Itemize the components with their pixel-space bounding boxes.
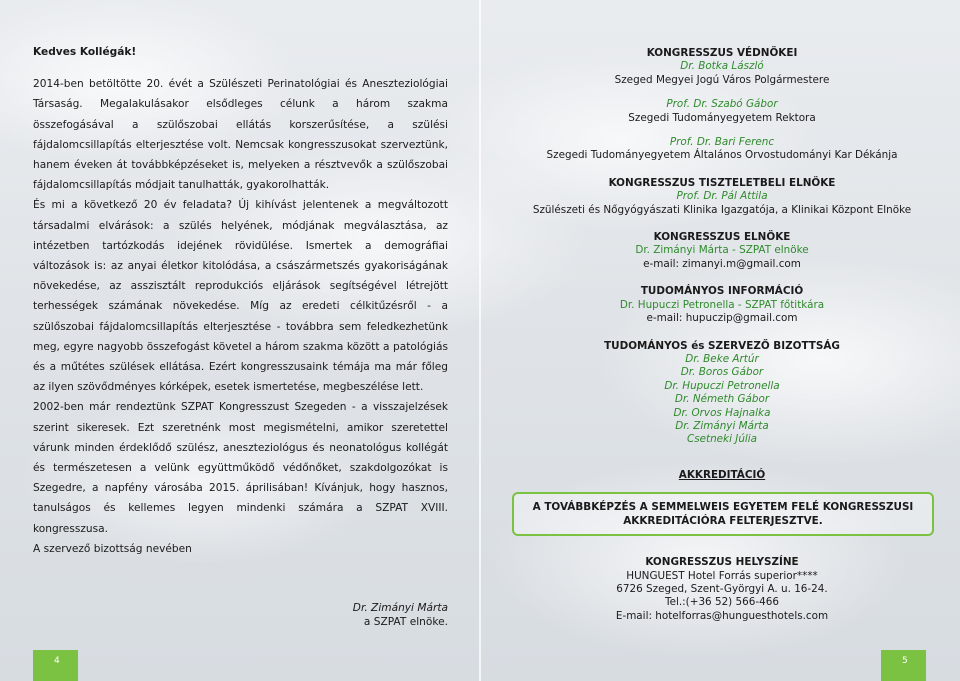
scientific-email: e-mail: hupuczip@gmail.com — [646, 312, 798, 325]
committee-block — [512, 340, 932, 447]
accreditation-box — [512, 492, 934, 536]
venue-line: HUNGUEST Hotel Forrás superior**** — [626, 569, 818, 582]
patron-1 — [512, 60, 932, 87]
patron-2 — [512, 98, 932, 125]
scientific-info-block — [512, 285, 932, 325]
page-number-left — [33, 650, 78, 681]
accreditation-title: AKKREDITÁCIÓ — [678, 468, 766, 481]
left-page-letter — [33, 42, 448, 629]
right-page-info — [512, 47, 932, 634]
venue-line: 6726 Szeged, Szent-Györgyi A. u. 16-24. — [616, 582, 828, 595]
patron-name: Dr. Botka László — [680, 60, 764, 73]
patron-role: Szegedi Tudományegyetem Általános Orvostudományi Kar Dékánja — [546, 149, 898, 162]
page-number-right — [881, 650, 926, 681]
president-title: KONGRESSZUS ELNÖKE — [653, 231, 791, 244]
committee-member: Dr. Boros Gábor — [680, 366, 764, 379]
honorary-president-block — [512, 177, 932, 217]
venue-line: E-mail: hotelforras@hunguesthotels.com — [615, 609, 829, 622]
scientific-title: TUDOMÁNYOS INFORMÁCIÓ — [640, 285, 804, 298]
president-email: e-mail: zimanyi.m@gmail.com — [643, 257, 801, 270]
patron-name: Prof. Dr. Bari Ferenc — [669, 136, 775, 149]
honorary-title: KONGRESSZUS TISZTELETBELI ELNÖKE — [608, 176, 836, 189]
patron-3 — [512, 136, 932, 163]
page-spine — [479, 0, 481, 681]
committee-member: Dr. Hupuczi Petronella — [664, 379, 780, 392]
venue-block — [512, 556, 932, 623]
committee-title: TUDOMÁNYOS és SZERVEZŐ BIZOTTSÁG — [604, 339, 840, 352]
patrons-title: KONGRESSZUS VÉDNÖKEI — [646, 47, 798, 59]
patron-name: Prof. Dr. Szabó Gábor — [666, 98, 778, 111]
president-line: Dr. Zimányi Márta - SZPAT elnöke — [635, 244, 809, 257]
salutation: Kedves Kollégák! — [33, 46, 137, 58]
accreditation-line-1: A TOVÁBBKÉPZÉS A SEMMELWEIS EGYETEM FELÉ KONGRESSZUSI — [532, 501, 914, 514]
paragraph-3: 2002-ben már rendeztünk SZPAT Kongresszust Szegeden - a visszajelzések szerint sikeresek. Ezt szeretnénk most megismételni, amikor szeretettel várunk minden érdeklődő szülész, aneszteziológus és neonatológus kollégát és természetesen a velünk együttműködő védőnőket, szakdolgozókat is Szegedre, a napfény városába 2015. áprilisában! Kívánjuk, hogy hasznos, tanulságos és kellemes legyen mindenki számára a SZPAT XVIII. kongresszusa. — [33, 401, 448, 535]
patron-role: Szeged Megyei Jogú Város Polgármestere — [614, 73, 830, 86]
scientific-line: Dr. Hupuczi Petronella - SZPAT főtitkára — [619, 298, 825, 311]
committee-member: Dr. Németh Gábor — [674, 393, 770, 406]
honorary-role: Szülészeti és Nőgyógyászati Klinika Igazgatója, a Klinikai Központ Elnöke — [532, 203, 912, 216]
president-block — [512, 231, 932, 271]
venue-title: KONGRESSZUS HELYSZÍNE — [645, 556, 799, 569]
signature-role: a SZPAT elnöke. — [363, 616, 448, 629]
committee-member: Dr. Orvos Hajnalka — [673, 406, 771, 419]
patron-role: Szegedi Tudományegyetem Rektora — [628, 111, 816, 124]
signature-name: Dr. Zimányi Márta — [352, 602, 448, 615]
paragraph-2: És mi a következő 20 év feladata? Új kihívást jelentenek a megváltozott társadalmi elvárások: a szülés helyének, módjának megválasztása, az intézetben tartózkodás idejének rövidülése. Ismertek a demográfiai változások is: az anyai életkor kitolódása, a császármetszés gyakoriságának növekedése, az asszisztált reprodukciós eljárások segítségével létrejött terhességek számának növekedése. Míg az eredeti célkitűzésről - a szülőszobai fájdalomcsillapítás elterjesztése - továbbra sem feledkezhetünk meg, egyre nagyobb összefogást követel a három szakma között a patológiás és a műtétes szülések ellátása. Ezért kongresszusaink témája ma már főleg az ilyen szövődményes kórképek, esetek ismertetése, megbeszélése lett. — [33, 199, 448, 394]
committee-member: Csetneki Júlia — [686, 433, 758, 446]
paragraph-1: 2014-ben betöltötte 20. évét a Szülészeti Perinatológiai és Aneszteziológiai Társaság. Megalakulásakor elsődleges célunk a három szakma összefogásával a szülőszobai ellátás korszerűsítése, a szülési fájdalomcsillapítás elterjesztése volt. Nemcsak kongresszusokat szerveztünk, hanem éveken át továbbképzéseket is, melyeken a résztvevők a szülőszobai fájdalomcsillapítás módjait tanulhatták, gyakorolhatták. — [33, 78, 448, 192]
committee-member: Dr. Beke Artúr — [685, 352, 759, 365]
honorary-name: Prof. Dr. Pál Attila — [676, 190, 768, 203]
page-number-left-text: 4 — [54, 656, 60, 666]
accreditation-line-2: AKKREDITÁCIÓRA FELTERJESZTVE. — [623, 515, 823, 528]
paragraph-4: A szervező bizottság nevében — [33, 542, 192, 555]
page-number-right-text: 5 — [902, 656, 908, 666]
venue-line: Tel.:(+36 52) 566-466 — [665, 596, 779, 609]
committee-member: Dr. Zimányi Márta — [675, 419, 769, 432]
